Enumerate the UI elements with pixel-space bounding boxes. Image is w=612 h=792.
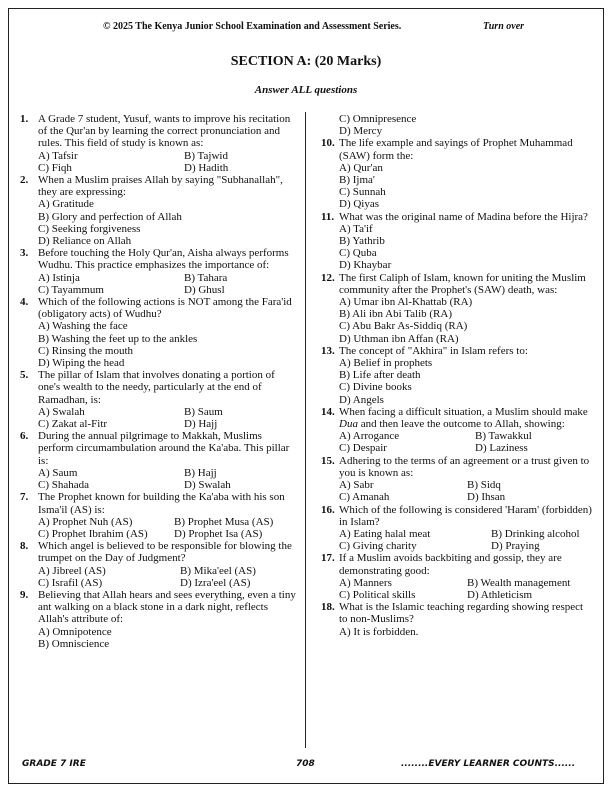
question-number: 8.: [20, 540, 29, 553]
option-b: B) Tajwid: [184, 149, 228, 162]
footer-grade: GRADE 7 IRE: [22, 759, 86, 769]
question-8: [20, 540, 298, 589]
option-c: C) Prophet Ibrahim (AS): [38, 527, 148, 540]
option-d: D) Wiping the head: [38, 357, 125, 370]
option-c: C) Israfil (AS): [38, 576, 103, 589]
question-number: 15.: [321, 454, 335, 467]
question-text: A Grade 7 student, Yusuf, wants to improve his recitation of the Qur'an by learning the correct pronunciation and rules. This field of study is known as:: [38, 113, 291, 150]
option-c: C) Tayammum: [38, 283, 104, 296]
option-b: B) Mika'eel (AS): [180, 564, 256, 577]
option-d: D) Laziness: [475, 442, 528, 455]
option-a: A) Washing the face: [38, 320, 128, 333]
option-a: A) It is forbidden.: [339, 625, 419, 638]
option-b: B) Tawakkul: [475, 430, 532, 443]
question-number: 6.: [20, 430, 29, 443]
question-text: Believing that Allah hears and sees everything, even a tiny ant walking on a black stone in a dark night, reflects Allah's attribute of:: [38, 588, 296, 626]
question-9-continued: [321, 113, 593, 137]
question-text-part: When facing a difficult situation, a Muslim should make: [339, 405, 588, 418]
option-d: D) Hajj: [184, 418, 218, 431]
question-text: Before touching the Holy Qur'an, Aisha always performs Wudhu. This practice emphasizes the importance of:: [38, 247, 289, 272]
option-c: C) Seeking forgiveness: [38, 222, 141, 235]
question-number: 1.: [20, 113, 29, 125]
question-15: [321, 455, 593, 504]
question-text: Which angel is believed to be responsible for blowing the trumpet on the Day of Judgment?: [38, 540, 292, 565]
left-column: [20, 113, 298, 650]
question-text: When a Muslim praises Allah by saying "Subhanallah", they are expressing:: [38, 174, 283, 199]
question-18: [321, 601, 593, 638]
option-b: B) Drinking alcohol: [491, 527, 580, 540]
option-c: C) Sunnah: [339, 186, 386, 199]
question-text: Which of the following actions is NOT among the Fara'id (obligatory acts) of Wudhu?: [38, 296, 292, 321]
question-13: [321, 345, 593, 406]
column-divider: [305, 112, 306, 748]
question-number: 9.: [20, 588, 29, 601]
question-text: [339, 406, 593, 430]
option-c: C) Amanah: [339, 491, 390, 504]
option-a: A) Gratitude: [38, 198, 94, 211]
option-c: C) Divine books: [339, 381, 412, 394]
option-c: C) Rinsing the mouth: [38, 344, 134, 357]
question-number: 11.: [321, 210, 335, 223]
option-c: C) Giving charity: [339, 540, 417, 553]
question-text: The concept of "Akhira" in Islam refers to:: [339, 344, 528, 357]
question-14: [321, 406, 593, 455]
question-text: During the annual pilgrimage to Makkah, Muslims perform circumambulation around the Ka'aba. This pillar is:: [38, 430, 290, 467]
question-number: 16.: [321, 503, 335, 516]
option-c: C) Fiqh: [38, 161, 72, 174]
option-b: B) Ijma': [339, 174, 375, 187]
question-number: 3.: [20, 247, 29, 260]
option-d: D) Hadith: [184, 161, 229, 174]
option-a: A) Umar ibn Al-Khattab (RA): [339, 296, 473, 309]
question-number: 10.: [321, 137, 335, 150]
option-b: B) Omniscience: [38, 637, 110, 650]
option-a: A) Prophet Nuh (AS): [38, 515, 133, 528]
turn-over-text: Turn over: [483, 21, 525, 32]
option-c: C) Quba: [339, 247, 377, 260]
question-2: [20, 174, 298, 247]
question-number: 7.: [20, 491, 29, 504]
question-3: [20, 247, 298, 296]
option-d: D) Izra'eel (AS): [180, 576, 251, 589]
footer-page-number: 708: [296, 759, 315, 769]
question-text: The first Caliph of Islam, known for uniting the Muslim community after the Prophet's (SAW) death, was:: [339, 271, 586, 296]
option-c: C) Omnipresence: [339, 113, 417, 125]
question-12: [321, 272, 593, 345]
option-b: B) Saum: [184, 405, 223, 418]
option-c: C) Political skills: [339, 588, 416, 601]
option-d: D) Athleticism: [467, 588, 533, 601]
question-11: [321, 211, 593, 272]
option-b: B) Ali ibn Abi Talib (RA): [339, 308, 453, 321]
option-c: C) Shahada: [38, 479, 90, 492]
question-7: [20, 491, 298, 540]
question-text: The pillar of Islam that involves donating a portion of one's wealth to the needy, particularly at the end of Ramadhan, is:: [38, 369, 275, 406]
question-text-italic: Dua: [339, 418, 358, 431]
option-a: A) Manners: [339, 576, 392, 589]
option-d: D) Mercy: [339, 125, 383, 138]
footer-motto: ........EVERY LEARNER COUNTS......: [401, 759, 576, 769]
option-b: B) Prophet Musa (AS): [174, 515, 274, 528]
question-5: [20, 369, 298, 430]
question-6: [20, 430, 298, 491]
section-instruction: Answer ALL questions: [254, 84, 358, 96]
question-number: 12.: [321, 271, 335, 284]
question-number: 17.: [321, 552, 335, 565]
option-c: C) Zakat al-Fitr: [38, 418, 108, 431]
question-text: If a Muslim avoids backbiting and gossip, they are demonstrating good:: [339, 552, 562, 577]
option-d: D) Uthman ibn Affan (RA): [339, 332, 459, 345]
question-1: [20, 113, 298, 174]
option-d: D) Reliance on Allah: [38, 235, 132, 248]
option-d: D) Prophet Isa (AS): [174, 527, 263, 540]
question-17: [321, 552, 593, 601]
option-b: B) Washing the feet up to the ankles: [38, 332, 198, 345]
option-b: B) Sidq: [467, 479, 501, 492]
option-a: A) Arrogance: [339, 430, 400, 443]
question-number: 5.: [20, 369, 29, 382]
option-b: B) Tahara: [184, 271, 228, 284]
option-a: A) Sabr: [339, 479, 374, 492]
option-d: D) Khaybar: [339, 259, 392, 272]
question-4: [20, 296, 298, 369]
right-column: [321, 113, 593, 638]
option-a: A) Eating halal meat: [339, 527, 431, 540]
option-b: B) Yathrib: [339, 235, 385, 248]
option-a: A) Jibreel (AS): [38, 564, 106, 577]
option-b: B) Glory and perfection of Allah: [38, 210, 182, 223]
question-text: The life example and sayings of Prophet Muhammad (SAW) form the:: [339, 137, 573, 162]
option-d: D) Swalah: [184, 479, 231, 492]
copyright-text: © 2025 The Kenya Junior School Examination and Assessment Series.: [103, 21, 402, 32]
question-10: [321, 137, 593, 210]
option-a: A) Qur'an: [339, 161, 383, 174]
option-a: A) Ta'if: [339, 222, 373, 235]
option-b: B) Wealth management: [467, 576, 571, 589]
question-text: Adhering to the terms of an agreement or a trust given to you is known as:: [339, 454, 590, 479]
option-d: D) Praying: [491, 540, 540, 553]
question-number: 2.: [20, 174, 29, 187]
option-b: B) Life after death: [339, 369, 421, 382]
option-a: A) Swalah: [38, 405, 85, 418]
question-number: 14.: [321, 405, 335, 418]
option-c: C) Despair: [339, 442, 387, 455]
question-number: 4.: [20, 296, 29, 309]
option-c: C) Abu Bakr As-Siddiq (RA): [339, 320, 468, 333]
question-16: [321, 504, 593, 553]
question-text: What is the Islamic teaching regarding showing respect to non-Muslims?: [339, 601, 584, 626]
option-a: A) Tafsir: [38, 149, 78, 162]
question-text: The Prophet known for building the Ka'aba with his son Isma'il (AS) is:: [38, 491, 285, 516]
question-number: 13.: [321, 344, 335, 357]
section-title: SECTION A: (20 Marks): [230, 54, 382, 69]
question-number: 18.: [321, 601, 335, 614]
question-text: What was the original name of Madina before the Hijra?: [339, 210, 588, 223]
option-d: D) Angels: [339, 393, 384, 406]
option-d: D) Qiyas: [339, 198, 380, 211]
option-d: D) Ihsan: [467, 491, 506, 504]
question-text-part: and then leave the outcome to Allah, showing:: [357, 418, 565, 431]
question-9: [20, 589, 298, 650]
question-text: Which of the following is considered 'Haram' (forbidden) in Islam?: [339, 503, 592, 528]
option-a: A) Omnipotence: [38, 625, 112, 638]
option-d: D) Ghusl: [184, 283, 225, 296]
option-a: A) Istinja: [38, 271, 80, 284]
option-a: A) Belief in prophets: [339, 357, 433, 370]
option-a: A) Saum: [38, 466, 78, 479]
option-b: B) Hajj: [184, 466, 217, 479]
